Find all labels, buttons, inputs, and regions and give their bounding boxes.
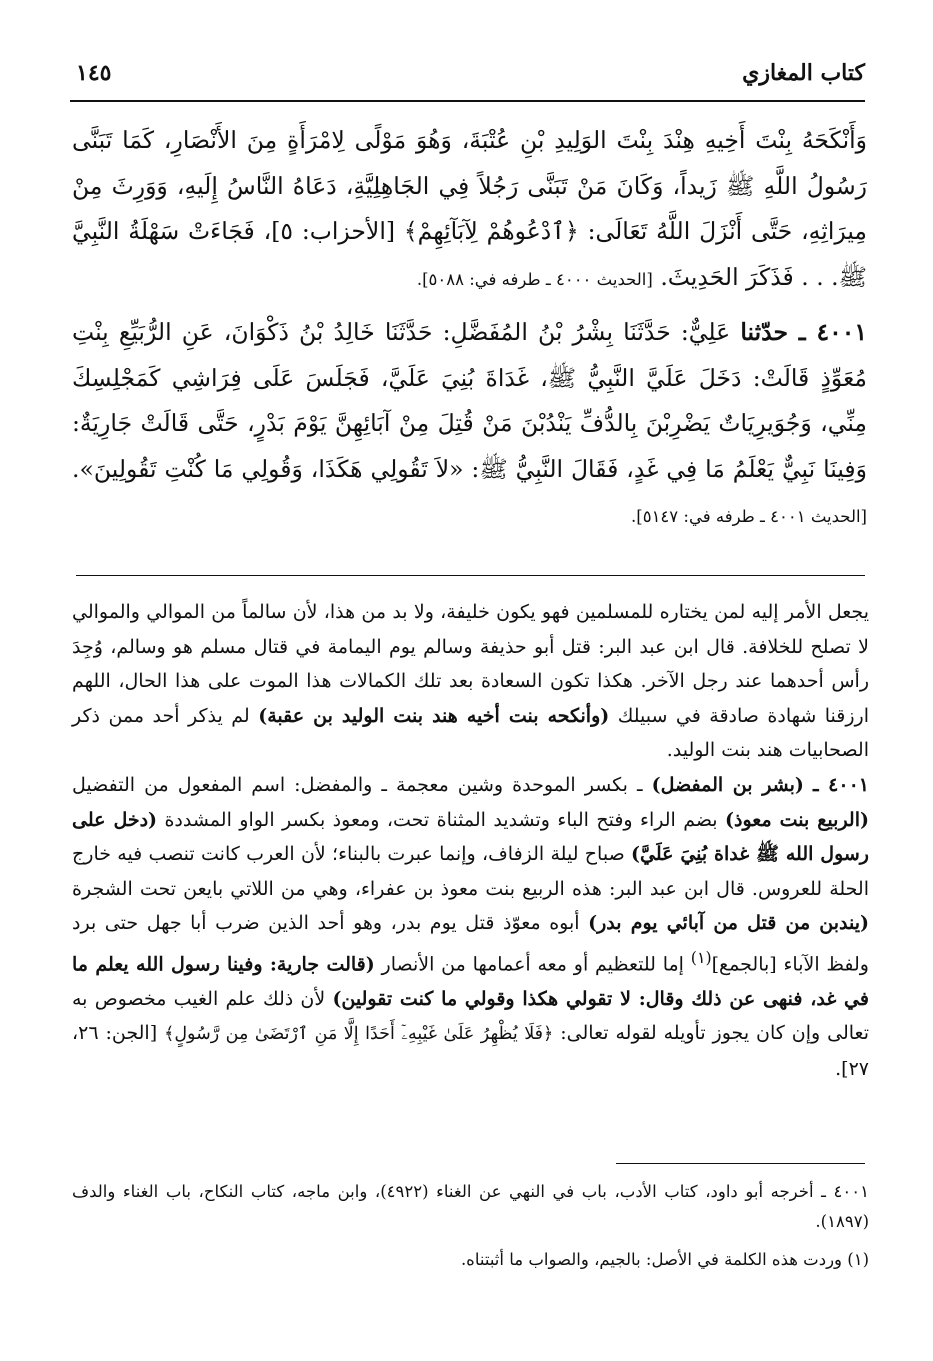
commentary-bold-quote: (قالت جارية: وفينا رسول الله يعلم ما في غد، فنهى عن ذلك وقال: لا تقولي هكذا وقولي ما كنت تقولين) <box>72 953 869 1010</box>
commentary-bold-quote: (دخل على رسول الله ﷺ غداة بُنِيَ عَلَيَّ) <box>72 808 869 866</box>
page-number: ١٤٥ <box>76 60 112 86</box>
commentary-text: أبوه معوّذ قتل يوم بدر، وهو أحد الذين ضرب أبا جهل حتى برد ولفظ الآباء [بالجمع] <box>72 912 869 976</box>
hadith-4000-reference: [الحديث ٤٠٠٠ ـ طرفه في: ٥٠٨٨]. <box>416 269 653 289</box>
verse-reference: [الجن: ٢٦، ٢٧]. <box>72 1022 869 1081</box>
commentary-bold-quote: (الربيع بنت معوذ) <box>725 808 869 831</box>
hadith-4000-text: وَأَنْكَحَهُ بِنْتَ أَخِيهِ هِنْدَ بِنْتَ الوَلِيدِ بْنِ عُتْبَةَ، وَهُوَ مَوْلًى لِامْرَأَةٍ مِنَ الأَنْصَارِ، كَمَا تَبَنَّى رَسُولُ اللَّهِ ﷺ زَيداً، وَكَانَ مَنْ تَبَنَّى رَجُلاً فِي الجَاهِلِيَّةِ، دَعَاهُ النَّاسُ إِلَيهِ، وَوَرِثَ مِنْ مِيرَاثِهِ، حَتَّى أَنْزَلَ اللَّهُ تَعَالَى: ﴿ٱدْعُوهُمْ لِآبَآئِهِمْ﴾ [الأحزاب: ٥]، فَجَاءَتْ سَهْلَةُ النَّبِيَّ ﷺ. . . فَذَكَرَ الحَدِيثَ. <box>72 126 867 291</box>
commentary-hadith-number: ٤٠٠١ ـ <box>812 773 869 796</box>
hadith-4000-paragraph <box>72 118 867 302</box>
commentary-bold-quote: (بشر بن المفضل) <box>651 773 804 796</box>
commentary-text: إما للتعظيم أو معه أعمامها من الأنصار <box>381 953 684 976</box>
commentary-section <box>72 595 869 1087</box>
commentary-text: ـ بكسر الموحدة وشين معجمة ـ والمفضل: اسم المفعول من التفضيل <box>72 773 643 796</box>
quran-verse: ﴿فَلَا يُظْهِرُ عَلَىٰ غَيْبِهِۦٓ أَحَدًا إِلَّا مَنِ ٱرْتَضَىٰ مِن رَّسُولٍ﴾ <box>164 1024 554 1045</box>
footnote-reference[interactable]: (١) <box>690 947 712 967</box>
hadith-4001-number: ٤٠٠١ ـ حدّثنا <box>740 318 867 346</box>
commentary-paragraph-1 <box>72 595 869 768</box>
book-title: كتاب المغازي <box>742 60 865 86</box>
commentary-text: صباح ليلة الزفاف، وإنما عبرت بالبناء؛ لأن العرب كانت تنصب فيه خارج الحلة للعروس. قال ابن عبد البر: هذه الربيع بنت معوذ بن عفراء، وهي من اللاتي بايعن تحت الشجرة <box>72 843 869 900</box>
hadith-text <box>72 118 867 540</box>
footnotes-section <box>72 1177 869 1275</box>
footnote-1: (١) وردت هذه الكلمة في الأصل: بالجيم، والصواب ما أثبتناه. <box>460 1250 869 1269</box>
commentary-text: لأن ذلك علم الغيب مخصوص به تعالى وإن كان يجوز تأويله لقوله تعالى: <box>72 987 869 1045</box>
commentary-bold-quote: (يندبن من قتل من آبائي يوم بدر) <box>588 912 869 935</box>
commentary-divider <box>76 575 865 576</box>
page-header <box>76 58 865 98</box>
commentary-paragraph-2 <box>72 768 869 1087</box>
header-divider <box>70 100 865 102</box>
hadith-4001-reference: [الحديث ٤٠٠١ ـ طرفه في: ٥١٤٧]. <box>631 507 867 526</box>
hadith-4001-paragraph <box>72 310 867 540</box>
commentary-text: بضم الراء وفتح الباء وتشديد المثناة تحت، ومعوذ بكسر الواو المشددة <box>164 808 718 831</box>
commentary-bold-quote: (وأنكحه بنت أخيه هند بنت الوليد بن عقبة) <box>258 704 610 727</box>
hadith-4001-text: عَلِيٌّ: حَدَّثَنَا بِشْرُ بْنُ المُفَضَّلِ: حَدَّثَنَا خَالِدُ بْنُ ذَكْوَانَ، عَنِ الرُّبَيِّعِ بِنْتِ مُعَوِّذٍ قَالَتْ: دَخَلَ عَلَيَّ النَّبِيُّ ﷺ، غَدَاةَ بُنِيَ عَلَيَّ، فَجَلَسَ عَلَى فِرَاشِي كَمَجْلِسِكَ مِنِّي، وَجُوَيرِيَاتٌ يَضْرِبْنَ بِالدُّفِّ يَنْدُبْنَ مَنْ قُتِلَ مِنْ آبَائِهِنَّ يَوْمَ بَدْرٍ، حَتَّى قَالَتْ جَارِيَةٌ: وَفِينَا نَبِيٌّ يَعْلَمُ مَا فِي غَدٍ، فَقَالَ النَّبِيُّ ﷺ: «لاَ تَقُولِي هَكَذَا، وَقُولِي مَا كُنْتِ تَقُولِينَ». <box>72 318 867 483</box>
footnote-takhrij: ٤٠٠١ ـ أخرجه أبو داود، كتاب الأدب، باب في النهي عن الغناء (٤٩٢٢)، وابن ماجه، كتاب النكاح، باب الغناء والدف (١٨٩٧). <box>72 1182 869 1231</box>
commentary-text: يجعل الأمر إليه لمن يختاره للمسلمين فهو يكون خليفة، ولا بد من هذا، لأن سالماً من الموالي والموالي لا تصلح للخلافة. قال ابن عبد البر: قتل أبو حذيفة وسالم يوم اليمامة في قتال مسلم هو وسالم، وُجِدَ رأس أحدهما عند رجل الآخر. هكذا تكون السعادة بعد تلك الكمالات هذا الموت على هذا الحال، اللهم ارزقنا شهادة صادقة في سبيلك <box>72 601 870 727</box>
footnote-divider <box>616 1163 865 1164</box>
commentary-text: لم يذكر أحد ممن ذكر الصحابيات هند بنت الوليد. <box>72 704 869 762</box>
